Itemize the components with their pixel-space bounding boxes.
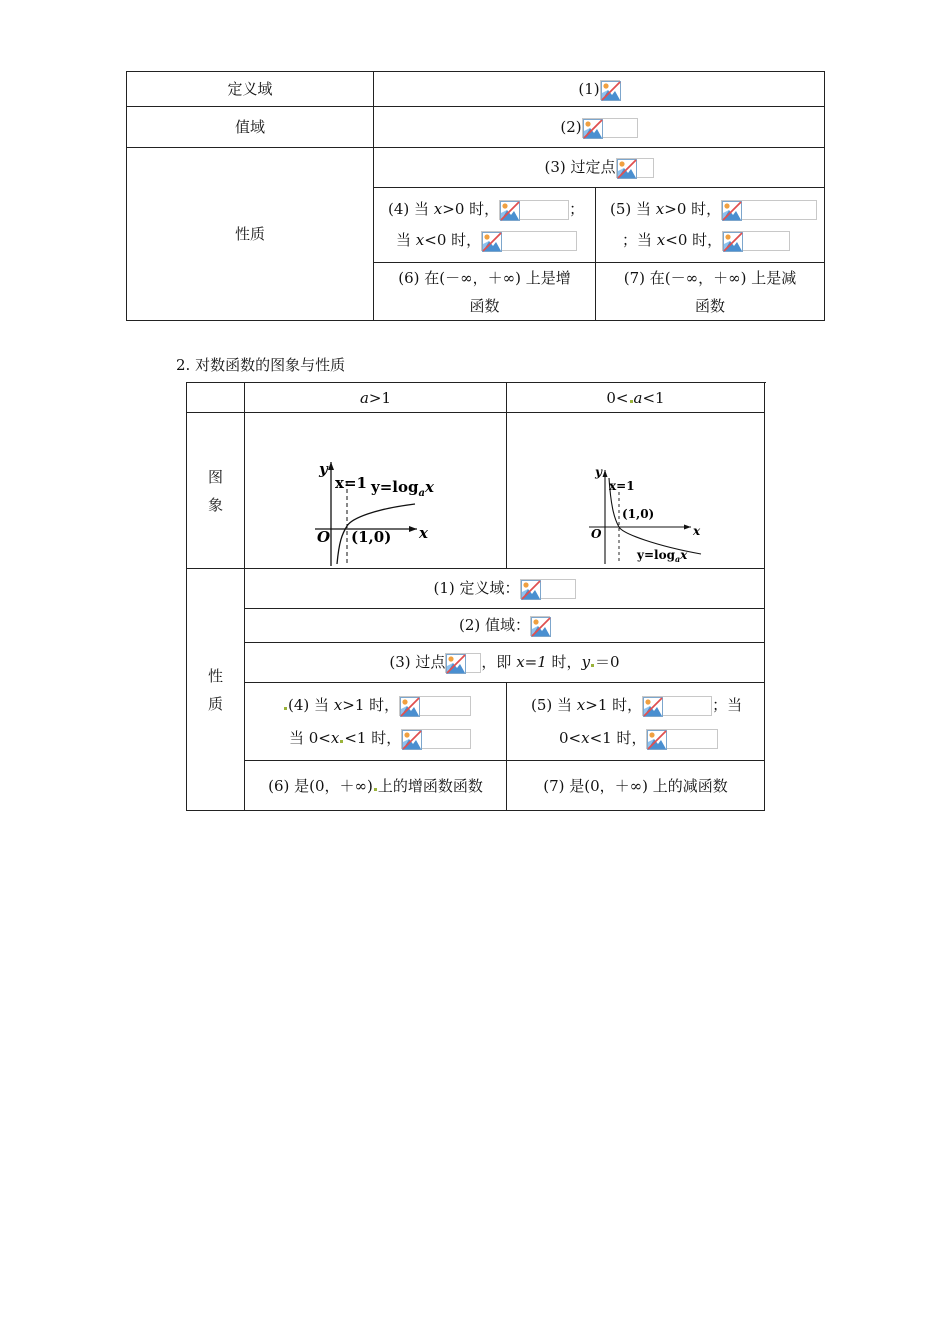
domain-label: 定义域 [127,72,374,107]
item4-cell [374,188,596,263]
log-graph-decreasing [507,414,763,568]
y-axis-arrow [328,462,334,470]
p3-text-d: ＝0 [595,653,620,671]
fixed-point-cell [245,643,765,683]
broken-image-icon [521,580,541,600]
broken-image-icon [400,697,420,717]
broken-image-icon [402,730,422,750]
header-a-lt-1 [507,383,765,413]
section2-title [176,354,345,375]
x-axis-label: x [419,523,428,542]
p3-text-b: ，即 [481,653,517,671]
domain-image-placeholder [600,80,620,100]
logarithm-properties-table [186,382,765,811]
item4-image-placeholder-1 [499,200,569,220]
y-axis-label: y [319,459,328,478]
item5-cell [596,188,825,263]
p3-var2: y [581,653,591,671]
curve-label: $y=\log_ax$ [637,547,688,564]
domain-cell [374,72,825,107]
range-item: (2) [560,117,582,136]
log-graph-increasing [245,414,505,568]
origin-label: O [317,527,331,546]
x-axis-label: x [693,523,701,538]
item7-cell [596,263,825,321]
fixed-point-text: (3) 过定点 [544,158,616,176]
broken-image-icon [722,201,742,221]
graph-label-1: 图 [207,467,223,486]
vline-label: x=1 [609,478,635,493]
item4-var2: x [415,231,425,249]
p7-text: (7) 是(0，＋∞) 上的减函数 [543,776,728,795]
header-right-var: a [633,388,643,407]
curve-label: $y=\log_ax$ [371,477,434,499]
prop-label-1: 性 [207,666,223,685]
p5-text-a: (5) 当 [531,695,577,714]
item5-text-d: <0 时， [665,231,723,249]
vline-label: x=1 [335,473,367,492]
range-image-placeholder [582,118,638,138]
graph-left-cell [245,413,507,569]
item5-text-c: ；当 [622,231,657,249]
p2-image-placeholder [530,616,550,636]
header-a-gt-1 [245,383,507,413]
p4-var2: x [330,728,340,747]
p6-cell [245,761,507,811]
p5-image-placeholder-2 [646,729,718,749]
item4-var: x [433,200,443,218]
domain-cell [245,569,765,609]
broken-image-icon [500,201,520,221]
p1-text: (1) 定义域： [433,579,520,597]
fixed-point-image-placeholder [616,158,654,178]
properties-label: 性质 [127,148,374,321]
graph-label [187,413,245,569]
header-right-text-b: <1 [642,388,665,407]
p5-text-c: 0< [559,728,582,747]
item6-line1: (6) 在(－∞，＋∞) 上是增 [398,268,571,287]
point-label: (1,0) [351,527,392,546]
p4-text-b: >1 时， [342,695,400,714]
header-left-var: a [359,388,369,407]
item5-image-placeholder-2 [722,231,790,251]
origin-label: O [591,526,602,541]
range-cell [245,609,765,643]
p4-image-placeholder-2 [401,729,471,749]
broken-image-icon [643,697,663,717]
p4-text-d: <1 时， [344,728,402,747]
p5-text-d: <1 时， [589,728,647,747]
header-right-text-a: 0< [606,388,629,407]
fixed-point-cell [374,148,825,188]
section2-title-text: 2. 对数函数的图象与性质 [176,356,346,374]
graph-right-cell [507,413,765,569]
properties-label [187,569,245,811]
graph-label-2: 象 [207,495,223,514]
broken-image-icon [617,159,637,179]
item7-line2: 函数 [694,296,725,315]
item4-text-a: (4) 当 [388,200,434,218]
p3-text-a: (3) 过点 [389,653,446,671]
domain-item: (1) [578,79,600,98]
p6-text: (6) 是(0，＋∞) [268,776,373,795]
p7-cell [507,761,765,811]
broken-image-icon [482,232,502,252]
item6-cell [374,263,596,321]
broken-image-icon [647,730,667,750]
p2-text: (2) 值域： [458,616,531,634]
p5-var2: x [581,728,590,747]
broken-image-icon [583,119,603,139]
header-blank [187,383,245,413]
p4-var: x [333,695,343,714]
broken-image-icon [723,232,743,252]
item5-image-placeholder-1 [721,200,817,220]
point-label: (1,0) [622,506,655,521]
exponential-properties-table [126,71,825,321]
p4-text-a: (4) 当 [288,695,334,714]
item5-text-a: (5) 当 [610,200,656,218]
p4-text-c: 当 0< [289,728,331,747]
item5-text-b: >0 时， [664,200,722,218]
item4-text-d: <0 时， [424,231,482,249]
item4-image-placeholder-2 [481,231,577,251]
broken-image-icon [446,654,466,674]
item5-var: x [655,200,665,218]
item7-line1: (7) 在(－∞，＋∞) 上是减 [623,268,797,287]
item4-sep: ； [569,200,585,218]
range-cell [374,107,825,148]
item4-text-c: 当 [396,231,416,249]
p5-image-placeholder-1 [642,696,712,716]
broken-image-icon [601,81,621,101]
p5-text-b: >1 时， [585,695,643,714]
p3-image-placeholder [445,653,481,673]
p4-image-placeholder-1 [399,696,471,716]
y-axis-label: y [595,464,602,479]
item5-var2: x [656,231,666,249]
y-axis-arrow [603,470,608,477]
p4-cell [245,683,507,761]
broken-image-icon [531,617,551,637]
x-axis-arrow [409,526,417,532]
p3-var: x=1 [516,653,547,671]
p1-image-placeholder [520,579,576,599]
header-left-text: >1 [368,388,392,407]
range-label: 值域 [127,107,374,148]
p6-text-b: 上的增函数函数 [377,776,483,795]
item4-text-b: >0 时， [442,200,500,218]
p5-sep: ；当 [712,695,743,714]
p5-var: x [576,695,586,714]
item6-line2: 函数 [469,296,500,315]
p3-text-c: 时， [546,653,582,671]
x-axis-arrow [684,524,691,529]
prop-label-2: 质 [207,694,223,713]
p5-cell [507,683,765,761]
